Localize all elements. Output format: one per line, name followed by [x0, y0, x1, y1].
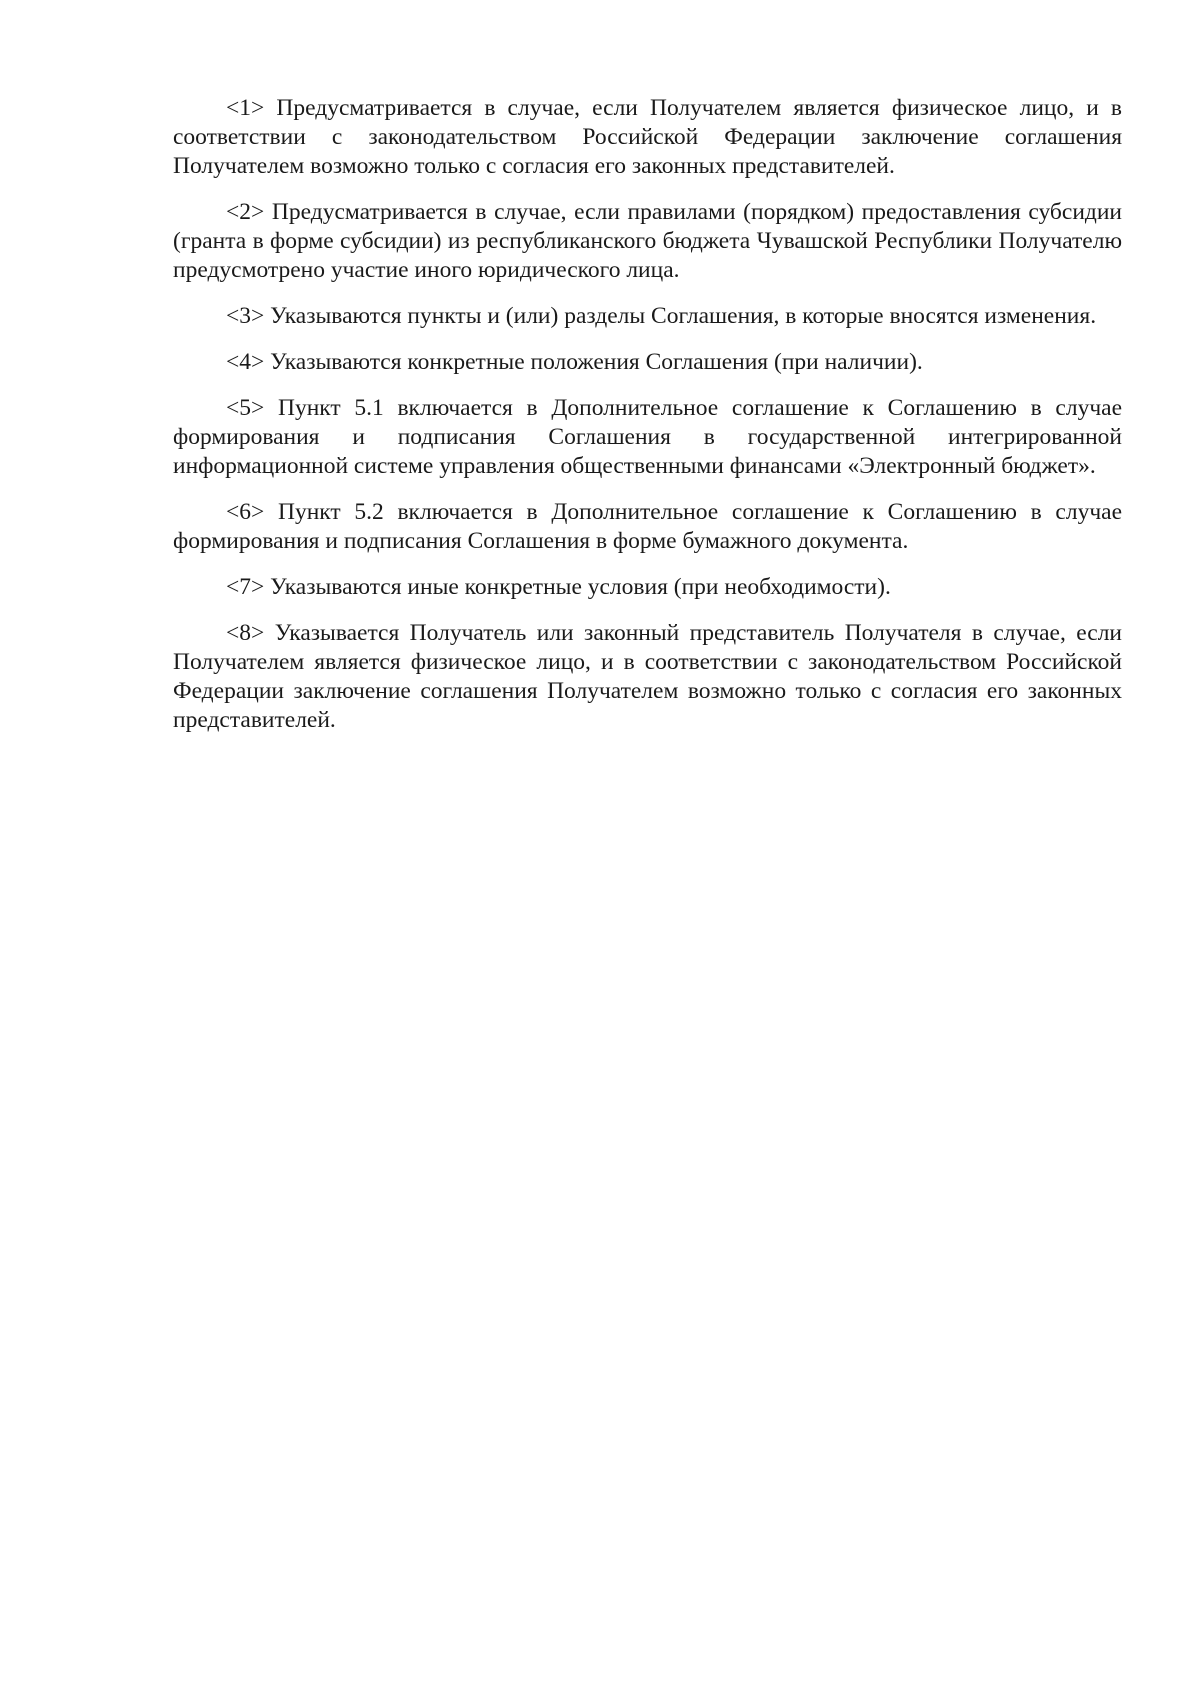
footnote-marker: <1> — [226, 95, 265, 121]
footnotes-list — [173, 94, 1122, 735]
footnote-text: Указываются иные конкретные условия (при необходимости). — [270, 574, 891, 600]
footnote-marker: <8> — [226, 620, 265, 646]
footnote-text: Указывается Получатель или законный представитель Получателя в случае, если Получателем является физическое лицо, и в соответствии с законодательством Российской Федерации заключение соглашения Получателем возможно только с согласия его законных представителей. — [173, 620, 1122, 733]
footnote-5 — [173, 394, 1122, 481]
footnote-1 — [173, 94, 1122, 181]
footnote-text: Указываются конкретные положения Соглашения (при наличии). — [270, 349, 923, 375]
footnote-text: Предусматривается в случае, если правилами (порядком) предоставления субсидии (гранта в форме субсидии) из республиканского бюджета Чувашской Республики Получателю предусмотрено участие иного юридического лица. — [173, 199, 1123, 283]
footnote-text: Пункт 5.1 включается в Дополнительное соглашение к Соглашению в случае формирования и подписания Соглашения в государственной интегрированной информационной системе управления общественными финансами «Электронный бюджет». — [173, 395, 1123, 479]
footnote-marker: <6> — [226, 499, 265, 525]
footnote-2 — [173, 198, 1122, 285]
footnote-marker: <3> — [226, 303, 265, 329]
footnote-text: Пункт 5.2 включается в Дополнительное соглашение к Соглашению в случае формирования и подписания Соглашения в форме бумажного документа. — [173, 499, 1123, 554]
footnote-text: Предусматривается в случае, если Получателем является физическое лицо, и в соответствии с законодательством Российской Федерации заключение соглашения Получателем возможно только с согласия его законных представителей. — [173, 95, 1123, 179]
footnote-marker: <2> — [226, 199, 265, 225]
footnote-marker: <5> — [226, 395, 265, 421]
footnote-6 — [173, 498, 1122, 556]
footnote-4 — [173, 348, 1122, 377]
footnote-3 — [173, 302, 1122, 331]
footnote-marker: <7> — [226, 574, 265, 600]
footnote-7 — [173, 573, 1122, 602]
footnote-8 — [173, 619, 1122, 735]
footnote-marker: <4> — [226, 349, 265, 375]
footnote-text: Указываются пункты и (или) разделы Соглашения, в которые вносятся изменения. — [270, 303, 1097, 329]
